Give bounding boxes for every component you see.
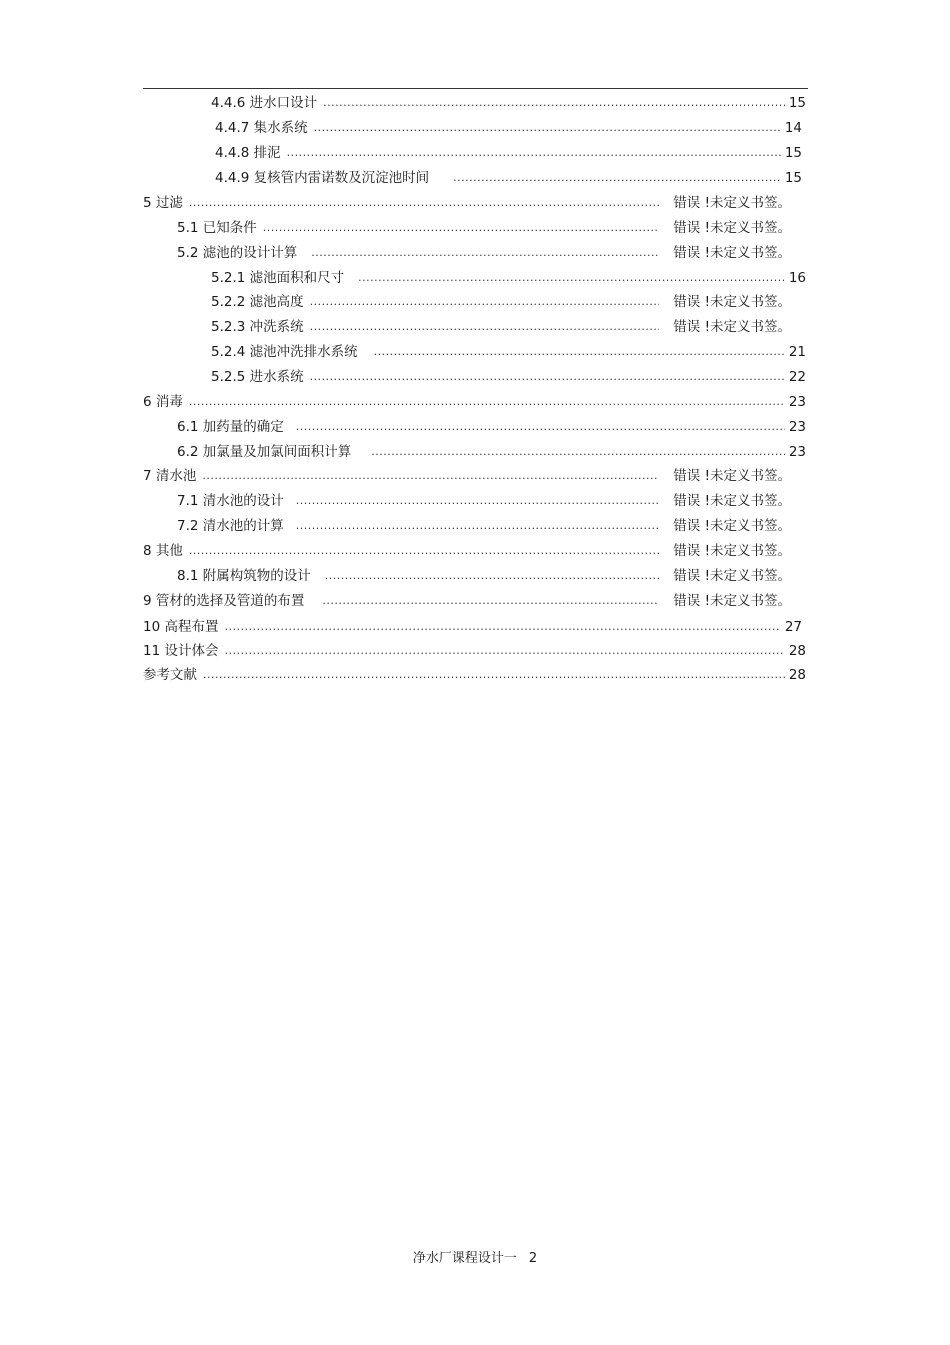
footer-title: 净水厂课程设计一: [412, 1251, 517, 1266]
toc-entry-label: 7.2 清水池的计算: [177, 518, 284, 534]
toc-entry-label: 5.2.5 进水系统: [211, 369, 304, 385]
toc-entry-page: 错误 !未定义书签。: [673, 319, 791, 335]
toc-entry-page: 错误 !未定义书签。: [673, 593, 791, 609]
toc-entry-page: 错误 !未定义书签。: [673, 568, 791, 584]
toc-entry-label: 4.4.7 集水系统: [215, 120, 308, 136]
toc-entry[interactable]: [143, 391, 806, 413]
toc-entry-label: 6.2 加氯量及加氯间面积计算: [177, 444, 352, 460]
toc-dot-leader: [310, 291, 660, 313]
toc-entry-label: 8.1 附属构筑物的设计: [177, 568, 311, 584]
toc-entry[interactable]: [211, 366, 806, 388]
toc-dot-leader: [314, 117, 781, 139]
toc-entry-page: 14: [784, 120, 802, 136]
toc-entry[interactable]: [143, 664, 806, 686]
toc-entry-page: 错误 !未定义书签。: [673, 468, 791, 484]
toc-dot-leader: [263, 217, 660, 239]
toc-entry[interactable]: [215, 142, 802, 164]
toc-dot-leader: [287, 142, 781, 164]
toc-entry-label: 5.2.3 冲洗系统: [211, 319, 304, 335]
toc-entry-label: 5.2.1 滤池面积和尺寸: [211, 270, 345, 286]
toc-entry[interactable]: [177, 242, 791, 264]
toc-dot-leader: [189, 391, 785, 413]
toc-entry-label: 5.2.2 滤池高度: [211, 294, 304, 310]
toc-entry-page: 16: [788, 270, 806, 286]
toc-entry-label: 5.2 滤池的设计计算: [177, 245, 298, 261]
toc-entry[interactable]: [143, 192, 791, 214]
toc-entry[interactable]: [215, 167, 802, 189]
toc-entry[interactable]: [215, 117, 802, 139]
toc-entry-label: 4.4.9 复核管内雷诺数及沉淀池时间: [215, 170, 430, 186]
toc-entry-label: 8 其他: [143, 543, 183, 559]
toc-entry-page: 错误 !未定义书签。: [673, 294, 791, 310]
toc-entry[interactable]: [211, 291, 791, 313]
page-footer: [0, 1247, 950, 1266]
toc-entry-page: 23: [788, 444, 806, 460]
toc-entry-label: 4.4.6 进水口设计: [211, 95, 318, 111]
toc-entry[interactable]: [177, 490, 791, 512]
toc-entry-label: 6.1 加药量的确定: [177, 419, 284, 435]
toc-entry-page: 错误 !未定义书签。: [673, 518, 791, 534]
toc-dot-leader: [374, 341, 785, 363]
toc-entry-label: 5 过滤: [143, 195, 183, 211]
toc-entry-label: 10 高程布置: [143, 619, 219, 635]
toc-entry-label: 11 设计体会: [143, 643, 219, 659]
toc-entry[interactable]: [211, 92, 806, 114]
toc-entry[interactable]: [177, 441, 806, 463]
toc-entry[interactable]: [211, 341, 806, 363]
toc-entry[interactable]: [177, 515, 791, 537]
footer-page-number: 2: [528, 1251, 538, 1266]
toc-dot-leader: [310, 316, 660, 338]
toc-entry[interactable]: [143, 640, 806, 662]
toc-dot-leader: [203, 664, 785, 686]
toc-dot-leader: [310, 366, 785, 388]
toc-entry-label: 5.2.4 滤池冲洗排水系统: [211, 344, 358, 360]
toc-dot-leader: [453, 167, 781, 189]
toc-entry[interactable]: [143, 465, 791, 487]
toc-entry-page: 15: [784, 170, 802, 186]
toc-dot-leader: [358, 267, 785, 289]
toc-entry[interactable]: [177, 565, 791, 587]
toc-entry-page: 错误 !未定义书签。: [673, 245, 791, 261]
toc-entry[interactable]: [211, 316, 791, 338]
toc-entry[interactable]: [143, 616, 802, 638]
toc-entry-page: 28: [788, 643, 806, 659]
toc-entry-page: 错误 !未定义书签。: [673, 493, 791, 509]
toc-entry[interactable]: [143, 590, 791, 612]
toc-entry-page: 21: [788, 344, 806, 360]
header-rule: [143, 88, 808, 89]
toc-dot-leader: [371, 441, 785, 463]
toc-dot-leader: [296, 416, 785, 438]
toc-entry-page: 15: [788, 95, 806, 111]
toc-dot-leader: [189, 540, 659, 562]
toc-entry[interactable]: [177, 416, 806, 438]
toc-entry-label: 9 管材的选择及管道的布置: [143, 593, 305, 609]
toc-dot-leader: [189, 192, 659, 214]
toc-entry[interactable]: [177, 217, 791, 239]
toc-dot-leader: [323, 92, 785, 114]
toc-dot-leader: [325, 565, 660, 587]
toc-entry-label: 7.1 清水池的设计: [177, 493, 284, 509]
toc-dot-leader: [202, 465, 659, 487]
toc-entry-page: 15: [784, 145, 802, 161]
toc-dot-leader: [322, 590, 659, 612]
toc-entry-page: 错误 !未定义书签。: [673, 543, 791, 559]
toc-entry-label: 6 消毒: [143, 394, 183, 410]
toc-entry[interactable]: [211, 267, 806, 289]
toc-entry-label: 参考文献: [143, 667, 197, 683]
toc-entry[interactable]: [143, 540, 791, 562]
toc-entry-page: 28: [788, 667, 806, 683]
toc-dot-leader: [311, 242, 659, 264]
toc-dot-leader: [224, 640, 784, 662]
toc-entry-page: 27: [784, 619, 802, 635]
toc-dot-leader: [296, 515, 660, 537]
toc-entry-page: 错误 !未定义书签。: [673, 220, 791, 236]
toc-dot-leader: [224, 616, 780, 638]
toc-entry-page: 22: [788, 369, 806, 385]
toc-entry-page: 23: [788, 419, 806, 435]
toc-dot-leader: [296, 490, 660, 512]
toc-entry-label: 7 清水池: [143, 468, 197, 484]
toc-entry-page: 错误 !未定义书签。: [673, 195, 791, 211]
toc-entry-label: 5.1 已知条件: [177, 220, 257, 236]
toc-entry-page: 23: [788, 394, 806, 410]
toc-entry-label: 4.4.8 排泥: [215, 145, 281, 161]
